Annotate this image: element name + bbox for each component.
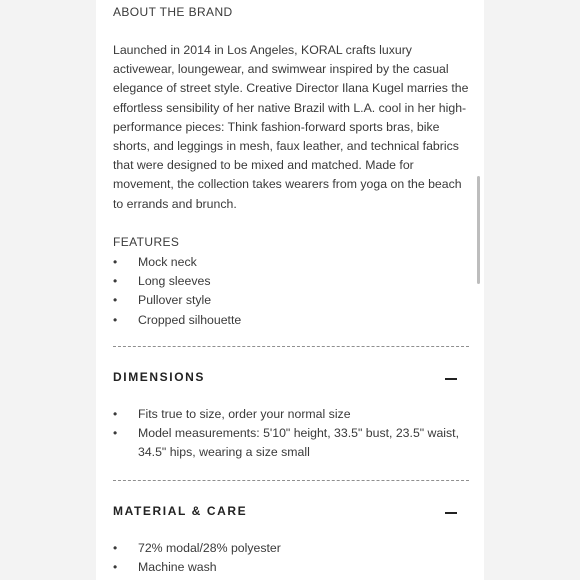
dimension-text: Model measurements: 5'10" height, 33.5" bust, 23.5" waist, 34.5" hips, wearing a size small xyxy=(138,426,459,460)
about-brand-text: Launched in 2014 in Los Angeles, KORAL crafts luxury activewear, loungewear, and swimwear inspired by the casual elegance of street style. Creative Director Ilana Kugel marries the effortless sensibility of her native Brazil with L.A. cool in her high-performance pieces: Think fashion-forward sports bras, bike shorts, and leggings in mesh, faux leather, and technical fabrics that were designed to be mixed and matched. Made for movement, the collection takes wearers from yoga on the beach to errands and brunch. xyxy=(113,43,469,211)
product-details-panel xyxy=(96,0,484,580)
list-item xyxy=(113,311,469,330)
dimensions-title: DIMENSIONS xyxy=(113,370,206,384)
bullet-icon: • xyxy=(113,407,118,421)
features-heading: FEATURES xyxy=(113,235,180,249)
bullet-icon: • xyxy=(113,541,118,555)
list-item xyxy=(113,291,469,310)
minus-icon[interactable] xyxy=(445,512,457,514)
scrollbar-thumb[interactable] xyxy=(477,176,480,284)
feature-text: Mock neck xyxy=(138,255,197,269)
dimensions-list xyxy=(113,405,469,463)
bullet-icon: • xyxy=(113,293,118,308)
about-brand-heading: ABOUT THE BRAND xyxy=(113,5,233,19)
material-care-list xyxy=(113,539,469,577)
list-item xyxy=(113,539,469,558)
material-text: Machine wash xyxy=(138,560,217,575)
dimensions-accordion-toggle[interactable] xyxy=(113,368,469,388)
material-care-title: MATERIAL & CARE xyxy=(113,504,248,518)
material-care-accordion-toggle[interactable] xyxy=(113,502,469,522)
list-item xyxy=(113,272,469,291)
list-item xyxy=(113,253,469,272)
dimension-text: Fits true to size, order your normal size xyxy=(138,407,351,421)
feature-text: Cropped silhouette xyxy=(138,312,242,327)
bullet-icon: • xyxy=(113,255,118,269)
minus-icon[interactable] xyxy=(445,378,457,380)
features-list xyxy=(113,253,469,330)
feature-text: Pullover style xyxy=(138,293,212,308)
section-divider xyxy=(113,480,469,481)
section-divider xyxy=(113,346,469,347)
bullet-icon: • xyxy=(113,560,118,575)
material-text: 72% modal/28% polyester xyxy=(138,541,281,555)
bullet-icon: • xyxy=(113,312,118,327)
feature-text: Long sleeves xyxy=(138,274,211,289)
list-item xyxy=(113,424,469,462)
list-item xyxy=(113,405,469,424)
bullet-icon: • xyxy=(113,274,118,289)
bullet-icon: • xyxy=(113,426,118,441)
list-item xyxy=(113,558,469,577)
